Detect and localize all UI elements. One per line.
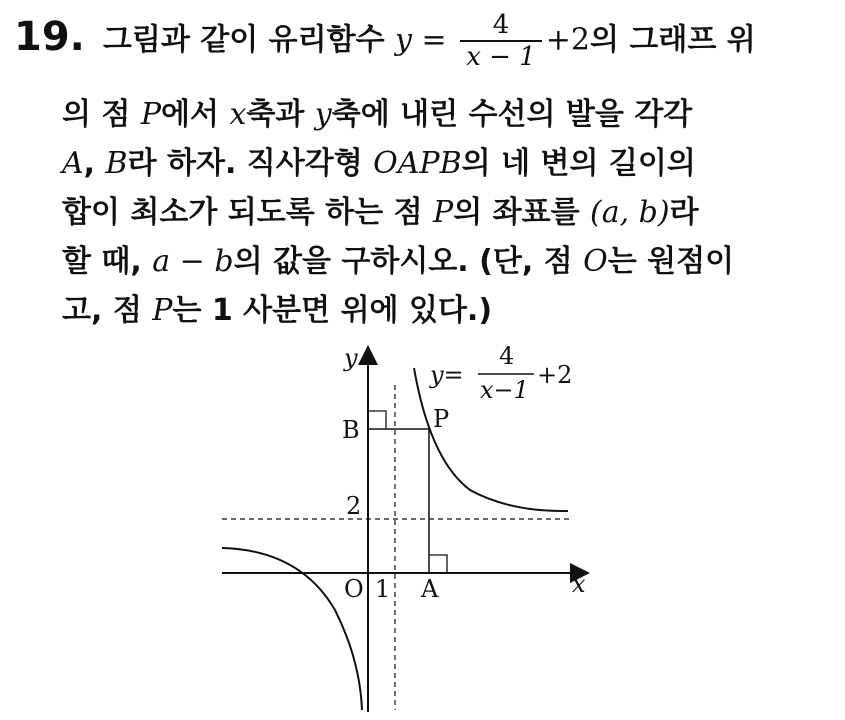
var-x: x <box>229 97 247 132</box>
label-origin: O <box>344 575 364 603</box>
text: 할 때, <box>62 244 153 279</box>
curve-label-den: x−1 <box>480 376 529 404</box>
fraction-numerator: 4 <box>492 10 510 40</box>
axis-label-x: x <box>572 570 586 598</box>
question-number: 19. <box>14 13 85 60</box>
text: 축에 내린 수선의 발을 각각 <box>331 97 693 132</box>
curve-label-tail: +2 <box>537 361 573 389</box>
point-p: P <box>152 293 173 328</box>
text: 라 <box>669 195 699 230</box>
label-one: 1 <box>375 575 391 603</box>
text: 라 하자. 직사각형 <box>127 146 374 181</box>
axis-label-y: y <box>344 344 358 372</box>
right-angle-mark-b <box>368 411 386 429</box>
point-a: A <box>62 146 84 181</box>
coord-ab: (a, b) <box>590 195 670 230</box>
text: 의 점 <box>62 97 141 132</box>
text: 축과 <box>246 97 315 132</box>
func-eq: = <box>411 22 457 58</box>
fraction-denominator: x − 1 <box>466 42 536 72</box>
label-a: A <box>421 575 439 603</box>
text: 의 좌표를 <box>453 195 591 230</box>
func-y: y <box>395 22 412 58</box>
text: 합이 최소가 되도록 하는 점 <box>62 195 434 230</box>
text: 는 1 사분면 위에 있다.) <box>172 293 493 328</box>
point-b: B <box>105 146 128 181</box>
label-p: P <box>433 405 450 433</box>
title-text: 그림과 같이 유리함수 <box>102 22 385 58</box>
func-tail: +2 <box>545 22 590 58</box>
expr-a-minus-b: a − b <box>152 244 234 279</box>
point-p: P <box>433 195 454 230</box>
text: 에서 <box>161 97 230 132</box>
point-o: O <box>583 244 608 279</box>
text: , <box>83 146 106 181</box>
text: 고, 점 <box>62 293 153 328</box>
right-angle-mark-a <box>429 555 447 573</box>
title-suffix: 의 그래프 위 <box>589 22 756 58</box>
point-p: P <box>140 97 162 132</box>
rect-oapb: OAPB <box>373 146 462 181</box>
var-y: y <box>314 97 332 132</box>
text: 는 원점이 <box>607 244 735 279</box>
text: 의 값을 구하시오. (단, 점 <box>233 244 584 279</box>
curve-label-num: 4 <box>499 342 515 370</box>
label-b: B <box>342 416 360 444</box>
label-two: 2 <box>346 492 362 520</box>
text: 의 네 변의 길이의 <box>461 146 696 181</box>
curve-label-y: y= <box>430 361 464 389</box>
